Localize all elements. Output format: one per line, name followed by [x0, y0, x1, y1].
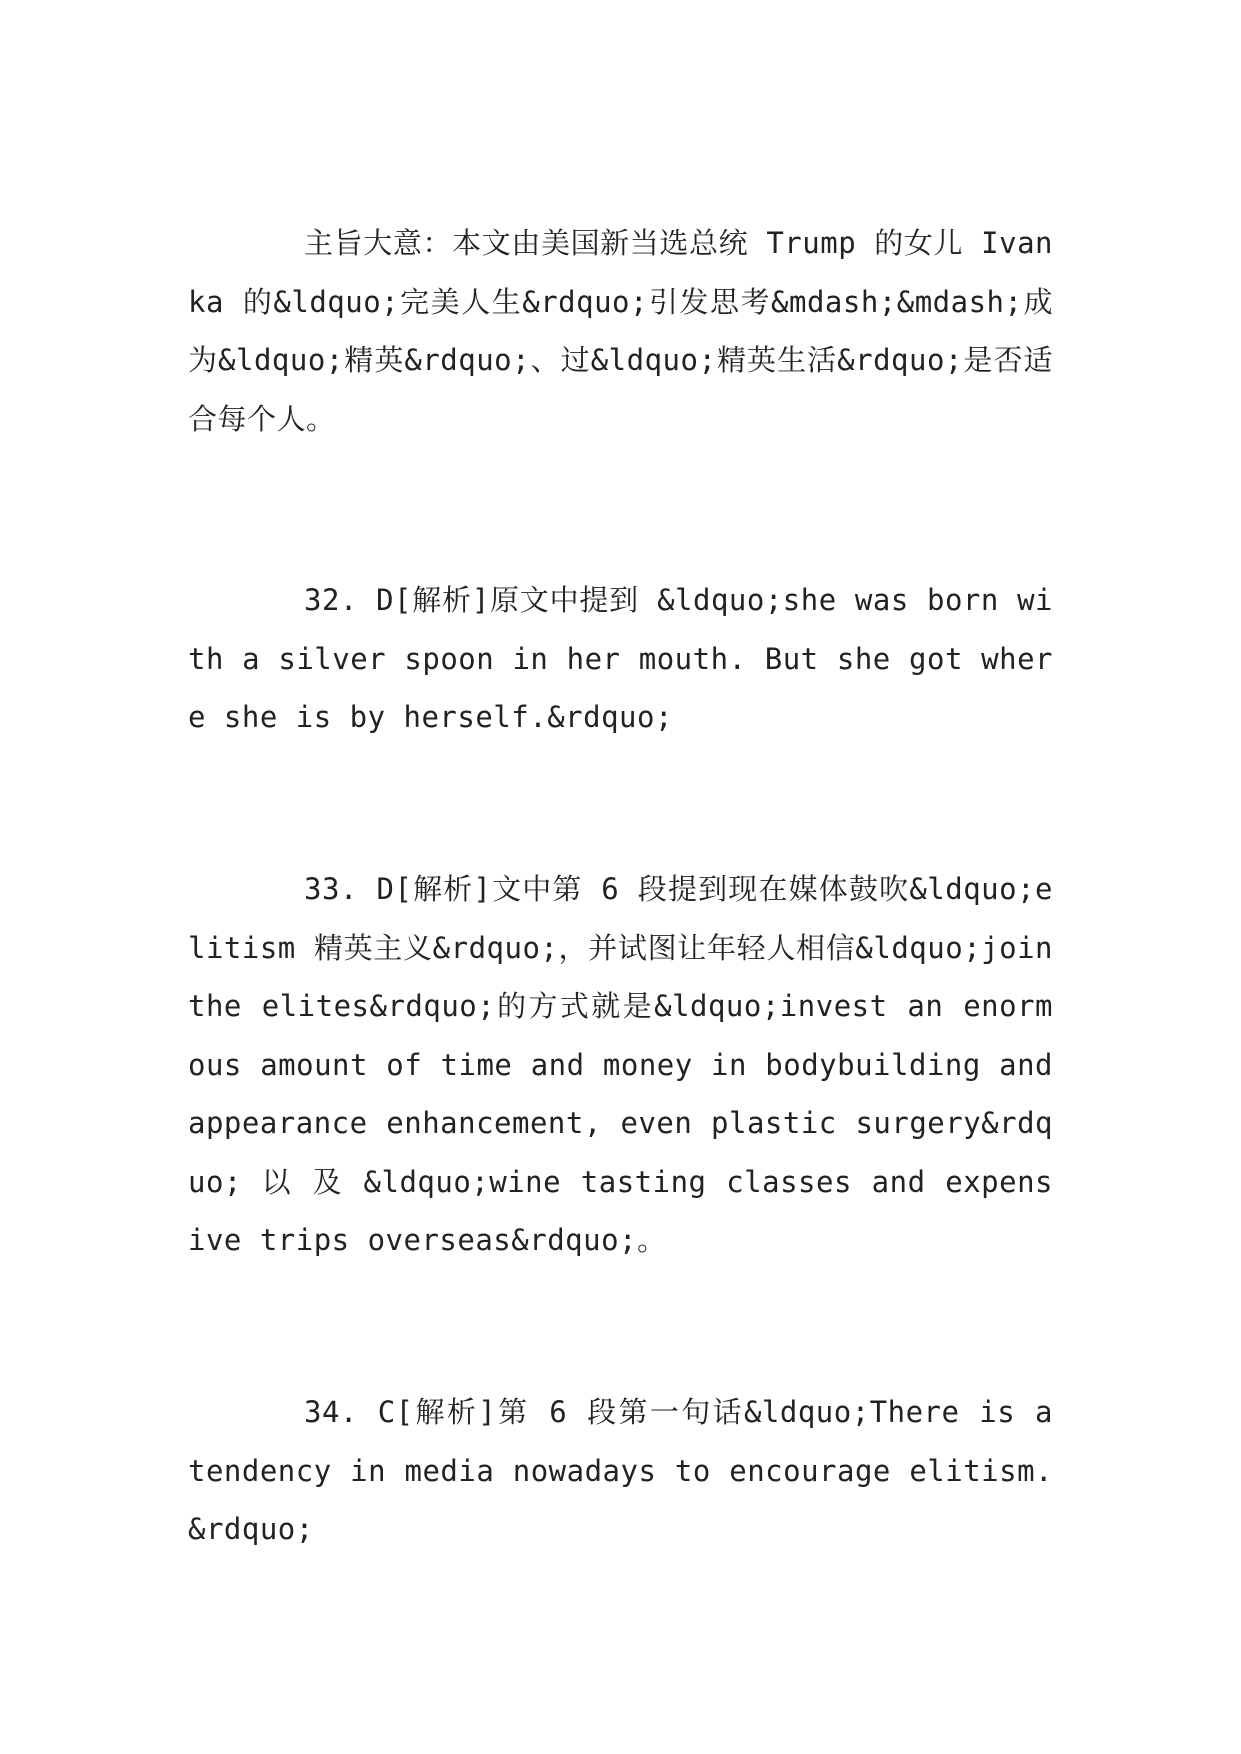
paragraph-answer-33: 33. D[解析]文中第 6 段提到现在媒体鼓吹&ldquo;elitism 精英主义&rdquo;，并试图让年轻人相信&ldquo;join the elites&rdquo;的方式就是&ldquo;invest an enormous amount of time and money in bodybuilding and appearance enhancement, even plastic surgery&rdquo; 以 及 &ldquo;wine tasting classes and expensive trips overseas&rdquo;。 [188, 872, 1053, 1257]
paragraph-answer-32: 32. D[解析]原文中提到 &ldquo;she was born with a silver spoon in her mouth. But she got where she is by herself.&rdquo; [188, 583, 1053, 734]
paragraph-main-idea: 主旨大意：本文由美国新当选总统 Trump 的女儿 Ivanka 的&ldquo;完美人生&rdquo;引发思考&mdash;&mdash;成为&ldquo;精英&rdquo;、过&ldquo;精英生活&rdquo;是否适合每个人。 [188, 226, 1053, 436]
paragraph-answer-34: 34. C[解析]第 6 段第一句话&ldquo;There is a tendency in media nowadays to encourage elitism.&rdquo; [188, 1395, 1053, 1546]
